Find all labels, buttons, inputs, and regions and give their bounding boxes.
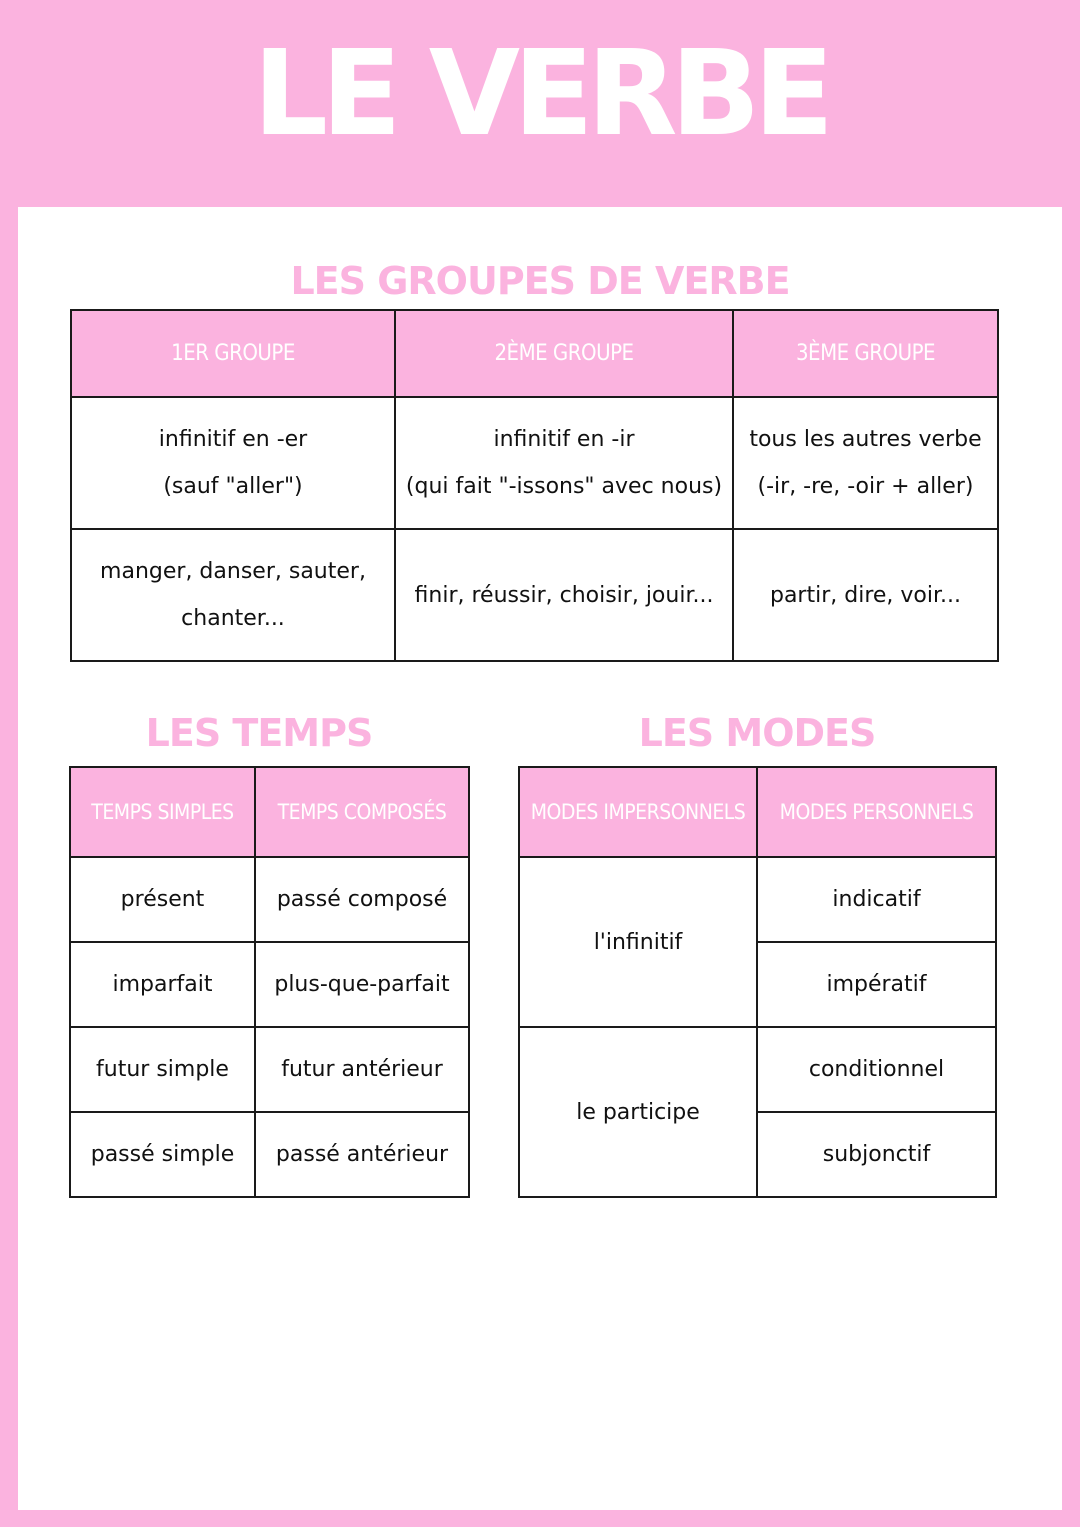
table-cell: conditionnel	[757, 1027, 996, 1112]
table-cell: subjonctif	[757, 1112, 996, 1197]
cell-line: (-ir, -re, -oir + aller)	[757, 474, 974, 499]
page-title: LE VERBE	[252, 24, 828, 162]
cell-line: partir, dire, voir...	[769, 582, 962, 608]
table-row	[519, 857, 996, 942]
table-cell: passé antérieur	[255, 1112, 469, 1197]
column-header: MODES IMPERSONNELS	[519, 767, 757, 857]
column-header: 3ÈME GROUPE	[733, 310, 998, 397]
table-row	[71, 310, 998, 397]
table-row	[70, 942, 469, 1027]
table-cell: indicatif	[757, 857, 996, 942]
cell-line: infinitif en -ir	[493, 427, 635, 452]
cell-line: manger, danser, sauter,	[100, 559, 366, 584]
column-header: TEMPS SIMPLES	[70, 767, 255, 857]
table-cell: passé simple	[70, 1112, 255, 1197]
table-row	[519, 767, 996, 857]
groupes-heading: LES GROUPES DE VERBE	[290, 259, 790, 303]
table-cell: imparfait	[70, 942, 255, 1027]
cell-line: (qui fait "-issons" avec nous)	[405, 474, 723, 499]
table-cell: le participe	[519, 1027, 757, 1197]
column-header: MODES PERSONNELS	[757, 767, 996, 857]
table-row	[70, 857, 469, 942]
table-cell	[71, 529, 395, 661]
table-cell: futur antérieur	[255, 1027, 469, 1112]
table-cell	[395, 397, 733, 529]
modes-table	[518, 766, 997, 1198]
modes-heading: LES MODES	[638, 711, 876, 755]
cell-line: (sauf "aller")	[163, 474, 303, 499]
cell-line: chanter...	[181, 606, 285, 631]
table-row	[71, 529, 998, 661]
table-cell: impératif	[757, 942, 996, 1027]
cell-line: tous les autres verbe	[749, 427, 982, 452]
table-cell: futur simple	[70, 1027, 255, 1112]
cell-line: infinitif en -er	[158, 427, 308, 452]
table-row	[70, 767, 469, 857]
table-cell: l'infinitif	[519, 857, 757, 1027]
table-cell: présent	[70, 857, 255, 942]
table-cell	[395, 529, 733, 661]
table-row	[71, 397, 998, 529]
table-row	[519, 1027, 996, 1112]
table-cell	[733, 529, 998, 661]
column-header: 1ER GROUPE	[71, 310, 395, 397]
table-cell	[733, 397, 998, 529]
column-header: 2ÈME GROUPE	[395, 310, 733, 397]
table-row	[70, 1112, 469, 1197]
table-row	[70, 1027, 469, 1112]
table-cell: plus-que-parfait	[255, 942, 469, 1027]
table-cell	[71, 397, 395, 529]
temps-heading: LES TEMPS	[145, 711, 373, 755]
temps-table	[69, 766, 470, 1198]
groupes-table	[70, 309, 999, 662]
table-cell: passé composé	[255, 857, 469, 942]
cell-line: finir, réussir, choisir, jouir...	[414, 582, 714, 608]
column-header: TEMPS COMPOSÉS	[255, 767, 469, 857]
